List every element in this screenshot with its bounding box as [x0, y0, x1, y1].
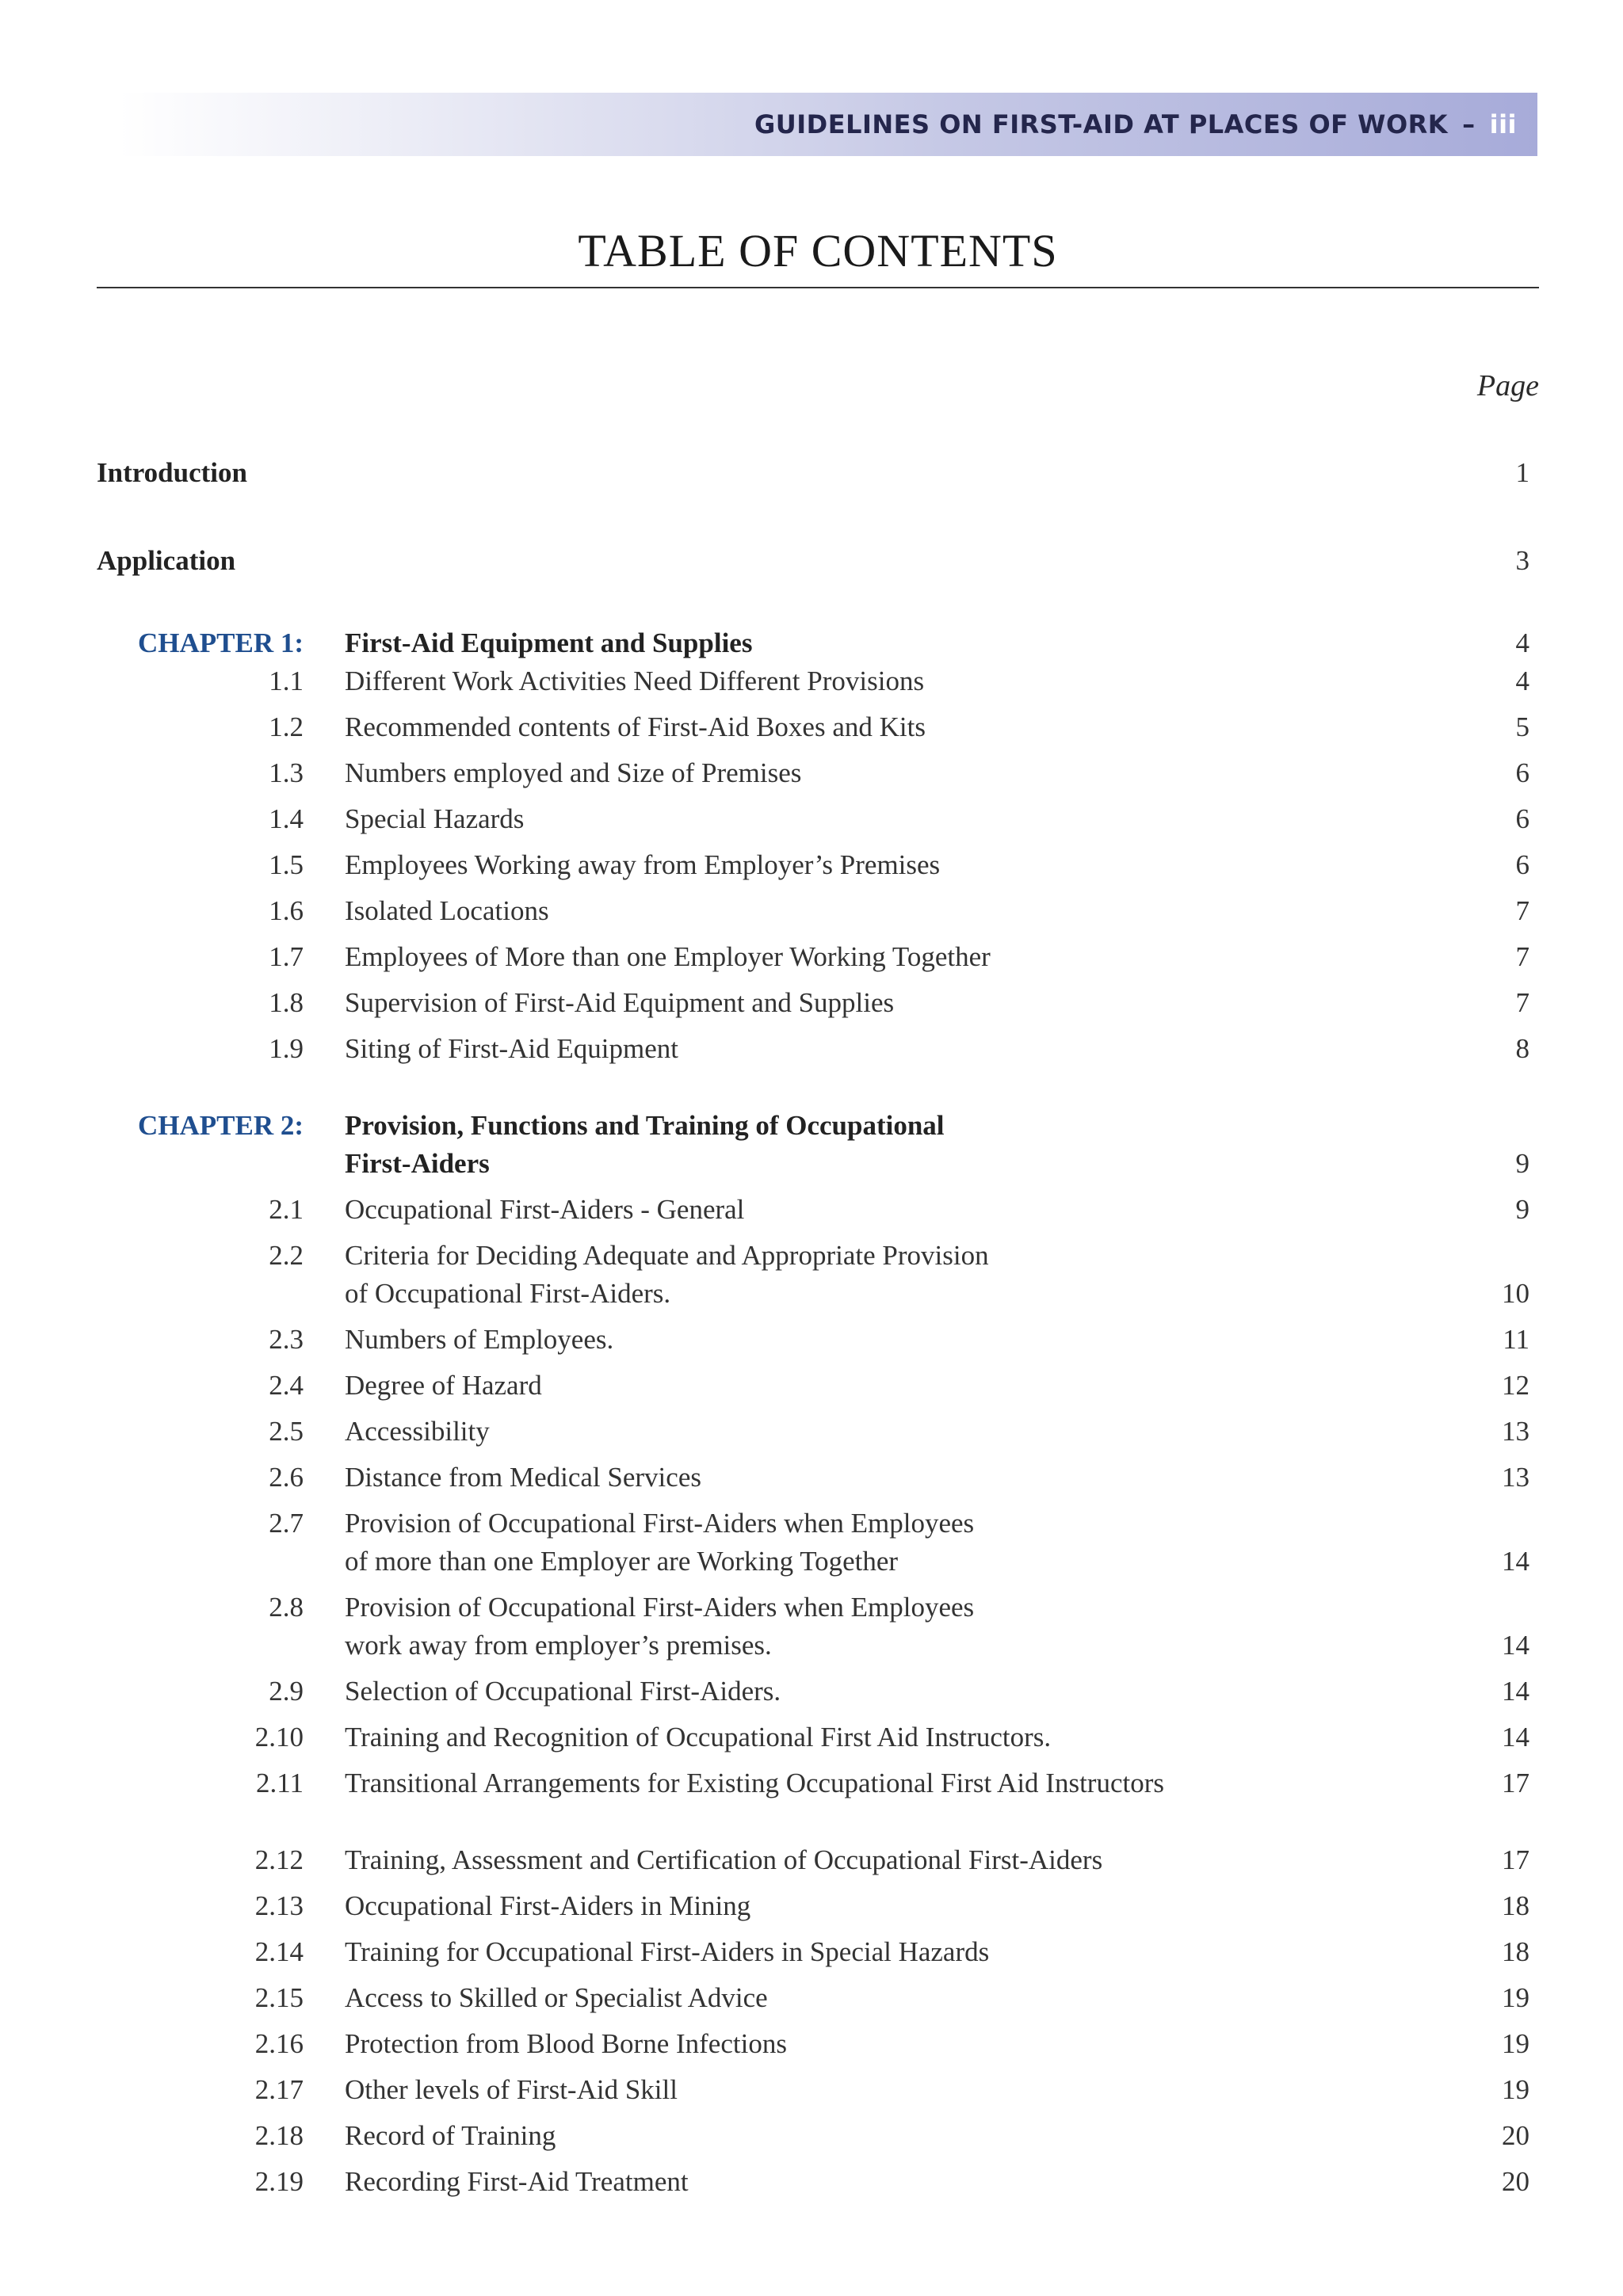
toc-section-2-4[interactable]	[0, 1370, 1623, 1408]
section-number: 2.6	[269, 1462, 304, 1493]
chapter-title: Provision, Functions and Training of Occupational	[345, 1110, 945, 1141]
section-title: Supervision of First-Aid Equipment and Supplies	[345, 987, 895, 1018]
section-title: Recording First-Aid Treatment	[345, 2166, 689, 2197]
section-number: 2.3	[269, 1324, 304, 1355]
section-number: 1.1	[269, 666, 304, 696]
toc-entry-introduction[interactable]	[0, 457, 1623, 495]
section-page: 20	[1502, 2166, 1529, 2197]
toc-entry-page: 3	[1515, 545, 1529, 576]
section-number: 2.2	[269, 1240, 304, 1271]
toc-entry-page: 1	[1515, 457, 1529, 488]
section-title: Accessibility	[345, 1416, 490, 1447]
section-title: Training, Assessment and Certification of Occupational First-Aiders	[345, 1844, 1103, 1875]
toc-section-1-1[interactable]	[0, 666, 1623, 704]
section-page: 5	[1515, 711, 1529, 742]
toc-entry-text: Application	[97, 545, 236, 576]
toc-section-2-13[interactable]	[0, 1890, 1623, 1928]
section-title: Training and Recognition of Occupational First Aid Instructors.	[345, 1722, 1052, 1753]
chapter-title-continued: First-Aiders	[345, 1148, 490, 1179]
section-title: Distance from Medical Services	[345, 1462, 701, 1493]
section-title: Different Work Activities Need Different Provisions	[345, 666, 925, 696]
page-column-label: Page	[1476, 369, 1539, 402]
section-title: Criteria for Deciding Adequate and Appropriate Provision	[345, 1240, 989, 1271]
section-title: Occupational First-Aiders - General	[345, 1194, 745, 1225]
section-number: 2.4	[269, 1370, 304, 1401]
toc-section-2-19[interactable]	[0, 2166, 1623, 2204]
section-number: 2.13	[254, 1890, 304, 1921]
toc-chapter-1[interactable]	[0, 627, 1623, 666]
section-number: 1.7	[269, 941, 304, 972]
section-number: 1.2	[269, 711, 304, 742]
page-title: TABLE OF CONTENTS	[578, 225, 1058, 277]
section-title: Record of Training	[345, 2120, 556, 2151]
section-title: Training for Occupational First-Aiders in Special Hazards	[345, 1936, 990, 1967]
section-title: Selection of Occupational First-Aiders.	[345, 1676, 781, 1707]
section-number: 1.5	[269, 849, 304, 880]
toc-section-2-16[interactable]	[0, 2028, 1623, 2066]
section-page: 10	[1502, 1278, 1529, 1309]
section-title: Access to Skilled or Specialist Advice	[345, 1982, 768, 2013]
section-page: 4	[1515, 666, 1529, 696]
section-title: Occupational First-Aiders in Mining	[345, 1890, 751, 1921]
toc-section-2-14[interactable]	[0, 1936, 1623, 1974]
section-title-continued: work away from employer’s premises.	[345, 1630, 772, 1661]
toc-section-2-8-continued[interactable]	[0, 1630, 1623, 1668]
section-title: Numbers employed and Size of Premises	[345, 757, 802, 788]
section-number: 1.4	[269, 803, 304, 834]
section-number: 2.10	[254, 1722, 304, 1753]
section-page: 17	[1502, 1844, 1529, 1875]
toc-section-1-4[interactable]	[0, 803, 1623, 841]
section-page: 18	[1502, 1936, 1529, 1967]
section-page: 19	[1502, 2028, 1529, 2059]
section-number: 2.7	[269, 1508, 304, 1539]
toc-section-2-11[interactable]	[0, 1768, 1623, 1806]
section-title: Provision of Occupational First-Aiders when Employees	[345, 1592, 975, 1623]
running-header-title: GUIDELINES ON FIRST-AID AT PLACES OF WORK	[754, 109, 1449, 139]
section-page: 6	[1515, 803, 1529, 834]
section-page: 13	[1502, 1416, 1529, 1447]
section-number: 1.6	[269, 895, 304, 926]
chapter-page: 9	[1515, 1148, 1529, 1179]
toc-section-1-5[interactable]	[0, 849, 1623, 887]
section-page: 14	[1502, 1676, 1529, 1707]
toc-section-1-2[interactable]	[0, 711, 1623, 749]
section-page: 6	[1515, 849, 1529, 880]
section-title: Employees Working away from Employer’s Premises	[345, 849, 941, 880]
section-number: 2.19	[254, 2166, 304, 2197]
toc-section-2-10[interactable]	[0, 1722, 1623, 1760]
running-header-page-number: iii	[1489, 109, 1517, 139]
section-page: 17	[1502, 1768, 1529, 1798]
toc-entry-text: Introduction	[97, 457, 247, 488]
toc-section-2-9[interactable]	[0, 1676, 1623, 1714]
toc-section-2-5[interactable]	[0, 1416, 1623, 1454]
toc-section-2-17[interactable]	[0, 2074, 1623, 2112]
section-page: 6	[1515, 757, 1529, 788]
section-title: Isolated Locations	[345, 895, 549, 926]
section-title-continued: of Occupational First-Aiders.	[345, 1278, 671, 1309]
toc-section-2-6[interactable]	[0, 1462, 1623, 1500]
section-page: 13	[1502, 1462, 1529, 1493]
section-title: Degree of Hazard	[345, 1370, 542, 1401]
section-number: 2.15	[254, 1982, 304, 2013]
section-number: 2.5	[269, 1416, 304, 1447]
section-number: 2.8	[269, 1592, 304, 1623]
toc-section-2-12[interactable]	[0, 1844, 1623, 1882]
section-number: 2.17	[254, 2074, 304, 2105]
section-title: Numbers of Employees.	[345, 1324, 614, 1355]
section-page: 12	[1502, 1370, 1529, 1401]
section-page: 8	[1515, 1033, 1529, 1064]
section-page: 11	[1503, 1324, 1529, 1355]
section-number: 1.9	[269, 1033, 304, 1064]
section-page: 18	[1502, 1890, 1529, 1921]
toc-section-1-3[interactable]	[0, 757, 1623, 795]
section-page: 7	[1515, 987, 1529, 1018]
section-page: 19	[1502, 2074, 1529, 2105]
section-number: 1.3	[269, 757, 304, 788]
section-page: 9	[1515, 1194, 1529, 1225]
section-title: Protection from Blood Borne Infections	[345, 2028, 787, 2059]
toc-section-2-7-continued[interactable]	[0, 1546, 1623, 1584]
section-number: 1.8	[269, 987, 304, 1018]
section-page: 19	[1502, 1982, 1529, 2013]
toc-section-1-6[interactable]	[0, 895, 1623, 933]
section-title: Other levels of First-Aid Skill	[345, 2074, 678, 2105]
section-page: 7	[1515, 941, 1529, 972]
chapter-page: 4	[1515, 627, 1529, 658]
section-page: 14	[1502, 1630, 1529, 1661]
section-title-continued: of more than one Employer are Working Together	[345, 1546, 899, 1577]
toc-section-1-8[interactable]	[0, 987, 1623, 1025]
section-title: Employees of More than one Employer Working Together	[345, 941, 991, 972]
section-number: 2.14	[254, 1936, 304, 1967]
section-number: 2.9	[269, 1676, 304, 1707]
toc-section-2-7[interactable]	[0, 1508, 1623, 1546]
toc-entry-application[interactable]	[0, 545, 1623, 583]
section-title: Special Hazards	[345, 803, 525, 834]
toc-section-2-2-continued[interactable]	[0, 1278, 1623, 1316]
section-number: 2.16	[254, 2028, 304, 2059]
toc-section-2-8[interactable]	[0, 1592, 1623, 1630]
section-page: 20	[1502, 2120, 1529, 2151]
section-number: 2.11	[256, 1768, 304, 1798]
chapter-label: CHAPTER 1:	[137, 627, 304, 658]
section-title: Siting of First-Aid Equipment	[345, 1033, 678, 1064]
toc-section-2-1[interactable]	[0, 1194, 1623, 1232]
section-page: 14	[1502, 1722, 1529, 1753]
toc-chapter-2[interactable]	[0, 1110, 1623, 1148]
toc-section-2-3[interactable]	[0, 1324, 1623, 1362]
section-number: 2.1	[269, 1194, 304, 1225]
section-title: Recommended contents of First-Aid Boxes and Kits	[345, 711, 926, 742]
section-number: 2.18	[254, 2120, 304, 2151]
toc-section-1-9[interactable]	[0, 1033, 1623, 1071]
section-page: 7	[1515, 895, 1529, 926]
toc-section-2-15[interactable]	[0, 1982, 1623, 2020]
section-number: 2.12	[254, 1844, 304, 1875]
chapter-title: First-Aid Equipment and Supplies	[345, 627, 753, 658]
section-page: 14	[1502, 1546, 1529, 1577]
toc-section-1-7[interactable]	[0, 941, 1623, 979]
toc-chapter-2-continued[interactable]	[0, 1148, 1623, 1186]
section-title: Transitional Arrangements for Existing Occupational First Aid Instructors	[345, 1768, 1164, 1798]
chapter-label: CHAPTER 2:	[137, 1110, 304, 1141]
toc-section-2-18[interactable]	[0, 2120, 1623, 2158]
toc-section-2-2[interactable]	[0, 1240, 1623, 1278]
section-title: Provision of Occupational First-Aiders when Employees	[345, 1508, 975, 1539]
running-header-separator: –	[1462, 109, 1476, 139]
